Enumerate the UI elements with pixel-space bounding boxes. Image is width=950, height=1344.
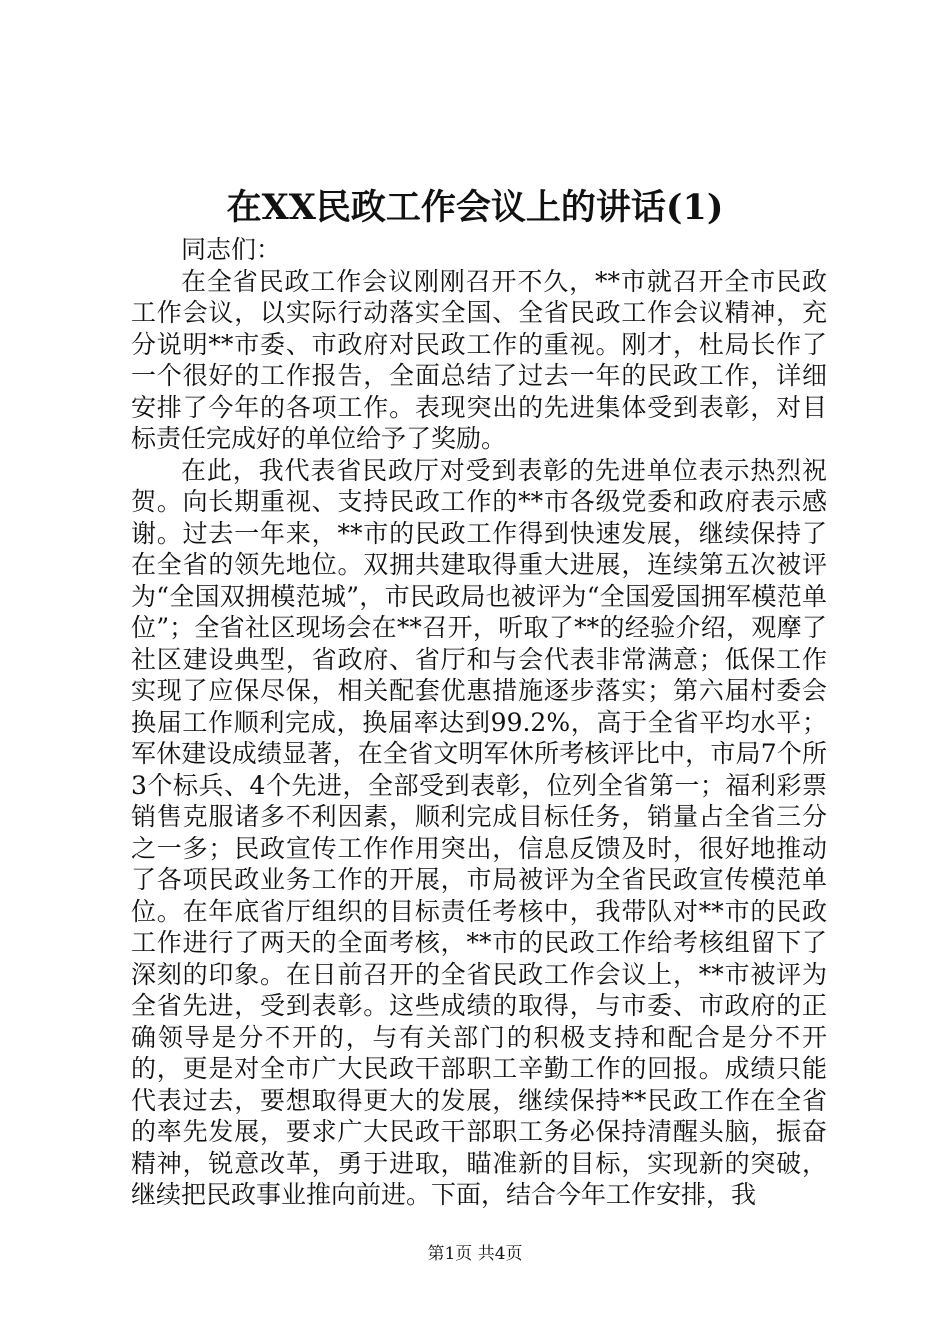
salutation: 同志们：	[181, 235, 282, 264]
document-body	[131, 234, 827, 1211]
paragraph: 在此，我代表省民政厅对受到表彰的先进单位表示热烈祝贺。向长期重视、支持民政工作的**市各级党委和政府表示感谢。过去一年来，**市的民政工作得到快速发展，继续保持了在全省的领先地位。双拥共建取得重大进展，连续第五次被评为“全国双拥模范城”，市民政局也被评为“全国爱国拥军模范单位”；全省社区现场会在**召开，听取了**的经验介绍，观摩了社区建设典型，省政府、省厅和与会代表非常满意；低保工作实现了应保尽保，相关配套优惠措施逐步落实；第六届村委会换届工作顺利完成，换届率达到99.2%，高于全省平均水平；军休建设成绩显著，在全省文明军休所考核评比中，市局7个所3个标兵、4个先进，全部受到表彰，位列全省第一；福利彩票销售克服诸多不利因素，顺利完成目标任务，销量占全省三分之一多；民政宣传工作作用突出，信息反馈及时，很好地推动了各项民政业务工作的开展，市局被评为全省民政宣传模范单位。在年底省厅组织的目标责任考核中，我带队对**市的民政工作进行了两天的全面考核，**市的民政工作给考核组留下了深刻的印象。在日前召开的全省民政工作会议上，**市被评为全省先进，受到表彰。这些成绩的取得，与市委、市政府的正确领导是分不开的，与有关部门的积极支持和配合是分不开的，更是对全市广大民政干部职工辛勤工作的回报。成绩只能代表过去，要想取得更大的发展，继续保持**民政工作在全省的率先发展，要求广大民政干部职工务必保持清醒头脑，振奋精神，锐意改革，勇于进取，瞄准新的目标，实现新的突破，继续把民政事业推向前进。下面，结合今年工作安排，我	[131, 455, 827, 1209]
document-title: 在XX民政工作会议上的讲话(1)	[226, 187, 724, 228]
page-footer: 第1页 共4页	[427, 1244, 523, 1264]
paragraph: 在全省民政工作会议刚刚召开不久，**市就召开全市民政工作会议，以实际行动落实全国、全省民政工作会议精神，充分说明**市委、市政府对民政工作的重视。刚才，杜局长作了一个很好的工作报告，全面总结了过去一年的民政工作，详细安排了今年的各项工作。表现突出的先进集体受到表彰，对目标责任完成好的单位给予了奖励。	[131, 266, 827, 453]
